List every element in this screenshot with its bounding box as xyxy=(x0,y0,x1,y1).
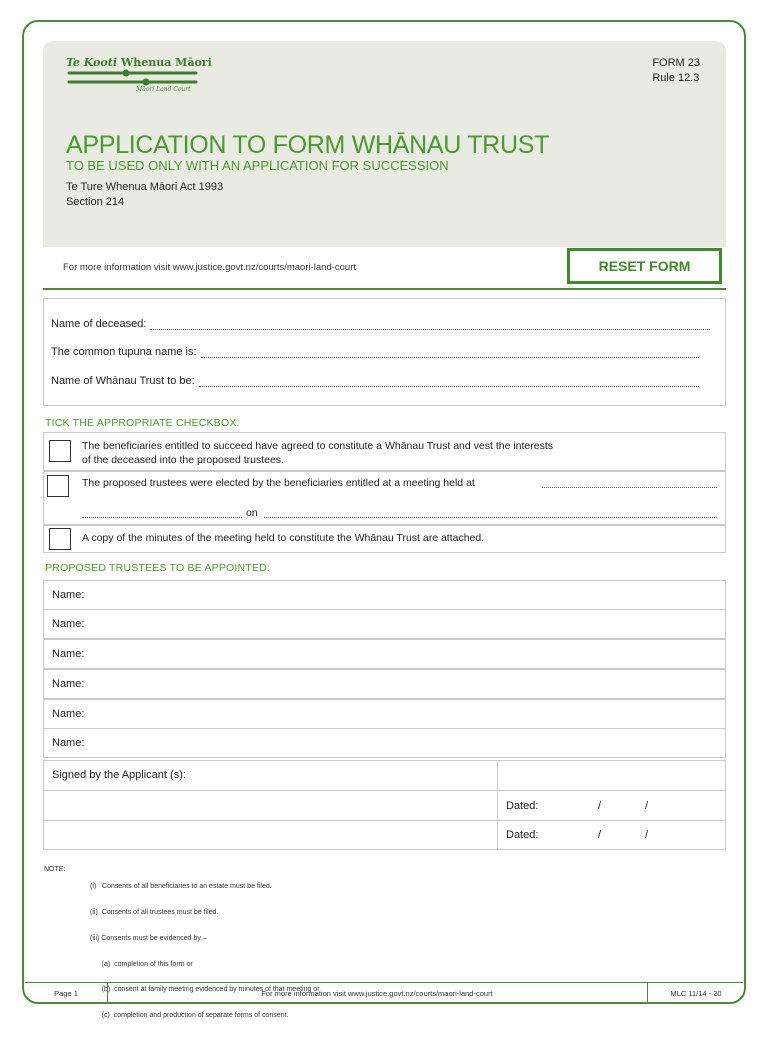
meeting-date-field[interactable] xyxy=(264,516,717,518)
option-1-line-2: of the deceased into the proposed trustees. xyxy=(82,454,284,466)
trustees-section-heading: PROPOSED TRUSTEES TO BE APPOINTED: xyxy=(45,562,271,574)
trustee-name-field-5[interactable]: Name: xyxy=(43,699,726,729)
form-number: FORM 23 xyxy=(652,57,700,69)
trust-name-label: Name of Whānau Trust to be: xyxy=(51,375,195,387)
form-code: MLC 11/14 - 20 xyxy=(647,983,744,1003)
trust-name-row xyxy=(51,375,699,387)
info-link-text: For more information visit www.justice.govt.nz/courts/maori-land-court xyxy=(63,262,357,273)
date-slash-2b: / xyxy=(645,829,649,841)
trustee-name-field-4[interactable]: Name: xyxy=(43,669,726,699)
date-slash-2a: / xyxy=(598,829,602,841)
logo-subtitle: Māori Land Court xyxy=(136,86,191,93)
meeting-place-field[interactable] xyxy=(542,486,717,488)
date-slash-1b: / xyxy=(645,800,649,812)
agreed-checkbox[interactable] xyxy=(49,440,71,462)
dated-label-2: Dated: xyxy=(506,829,539,841)
deceased-name-field[interactable] xyxy=(150,320,710,330)
trust-name-field[interactable] xyxy=(199,377,699,387)
date-field-2[interactable] xyxy=(497,820,726,850)
act-name: Te Ture Whenua Māori Act 1993 xyxy=(66,181,224,193)
option-1-text xyxy=(82,439,553,467)
logo-title-rest: Whenua Māori xyxy=(120,56,212,69)
trustee-name-field-1[interactable]: Name: xyxy=(43,580,726,610)
date-slash-1a: / xyxy=(598,800,602,812)
note-line-6: (c) completion and production of separate forms of consent. xyxy=(90,1012,289,1020)
footer-info: For more information visit www.justice.govt.nz/courts/maori-land-court xyxy=(261,988,493,998)
signature-header-cell xyxy=(497,760,726,791)
deceased-name-label: Name of deceased: xyxy=(51,318,147,330)
trustee-name-field-3[interactable]: Name: xyxy=(43,639,726,669)
checkbox-section-heading: TICK THE APPROPRIATE CHECKBOX: xyxy=(45,417,240,429)
minutes-attached-checkbox[interactable] xyxy=(49,528,71,550)
logo-title-italic: Te Kooti xyxy=(66,56,118,69)
page-number: Page 1 xyxy=(25,983,108,1003)
page-subtitle: TO BE USED ONLY WITH AN APPLICATION FOR SUCCESSION xyxy=(66,158,449,173)
date-field-1[interactable] xyxy=(497,790,726,821)
act-reference xyxy=(66,180,223,210)
tupuna-name-field[interactable] xyxy=(201,348,699,358)
trustee-name-field-2[interactable]: Name: xyxy=(43,609,726,639)
note-line-3: (iii) Consents must be evidenced by – xyxy=(90,934,207,942)
header-divider xyxy=(43,288,726,290)
note-label: NOTE: xyxy=(44,866,66,873)
form-number-block xyxy=(652,56,700,86)
note-line-1: (i) Consents of all beneficiaries to an estate must be filed. xyxy=(90,883,272,891)
note-line-5: (b) consent at family meeting evidenced by minutes of that meeting or xyxy=(90,986,320,994)
page-footer xyxy=(25,982,743,1003)
act-section: Section 214 xyxy=(66,196,125,208)
elected-checkbox[interactable] xyxy=(47,475,69,497)
option-2-on-label: on xyxy=(246,507,258,519)
note-line-2: (ii) Consents of all trustees must be filed. xyxy=(90,908,219,916)
option-2-text: The proposed trustees were elected by the beneficiaries entitled at a meeting held at xyxy=(82,477,475,489)
trustee-name-field-6[interactable]: Name: xyxy=(43,728,726,758)
signature-field-2[interactable] xyxy=(43,820,498,850)
signed-by-label: Signed by the Applicant (s): xyxy=(43,760,498,791)
page-title: APPLICATION TO FORM WHĀNAU TRUST xyxy=(66,131,550,159)
tupuna-name-label: The common tupuna name is: xyxy=(51,346,197,358)
court-logo xyxy=(66,56,212,93)
dated-label-1: Dated: xyxy=(506,800,539,812)
meeting-place-field-continued[interactable] xyxy=(82,516,242,518)
note-line-4: (a) completion of this form or xyxy=(90,960,193,968)
tupuna-name-row xyxy=(51,346,699,358)
option-1-line-1: The beneficiaries entitled to succeed have agreed to constitute a Whānau Trust and vest the interests xyxy=(82,440,554,452)
reset-form-button[interactable]: RESET FORM xyxy=(567,248,722,284)
option-3-text: A copy of the minutes of the meeting held to constitute the Whānau Trust are attached. xyxy=(82,532,485,544)
deceased-name-row xyxy=(51,318,710,330)
rule-number: Rule 12.3 xyxy=(652,72,700,84)
signature-field-1[interactable] xyxy=(43,790,498,821)
